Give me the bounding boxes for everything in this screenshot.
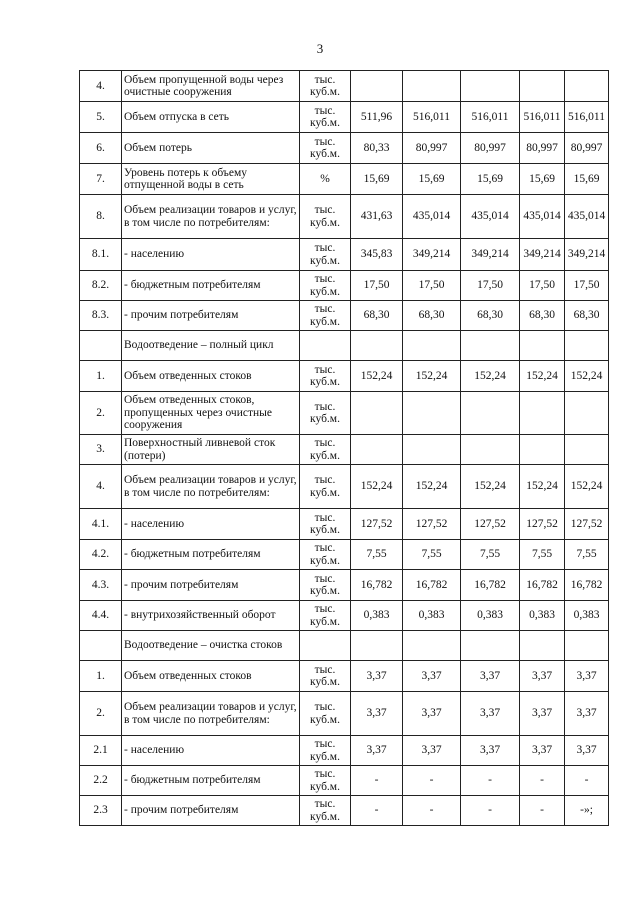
- value-cell: 3,37: [461, 736, 520, 766]
- row-unit: тыс. куб.м.: [300, 392, 351, 435]
- value-cell: 7,55: [351, 540, 403, 570]
- value-cell: [403, 392, 461, 435]
- row-name: - прочим потребителям: [122, 796, 300, 826]
- row-number: 8.3.: [80, 301, 122, 331]
- value-cell: [565, 435, 609, 465]
- value-cell: 349,214: [520, 239, 565, 271]
- row-name: - бюджетным потребителям: [122, 540, 300, 570]
- value-cell: 3,37: [351, 736, 403, 766]
- table-row: [80, 301, 609, 331]
- value-cell: 80,997: [565, 133, 609, 164]
- row-unit: [300, 331, 351, 361]
- row-unit: тыс. куб.м.: [300, 271, 351, 301]
- value-cell: -: [403, 796, 461, 826]
- value-cell: 0,383: [351, 601, 403, 631]
- row-unit: тыс. куб.м.: [300, 239, 351, 271]
- value-cell: [403, 435, 461, 465]
- row-number: 2.2: [80, 766, 122, 796]
- value-cell: 152,24: [520, 361, 565, 392]
- value-cell: 80,997: [461, 133, 520, 164]
- value-cell: 0,383: [403, 601, 461, 631]
- row-name: - бюджетным потребителям: [122, 766, 300, 796]
- table-row: [80, 133, 609, 164]
- value-cell: 152,24: [565, 361, 609, 392]
- value-cell: 0,383: [565, 601, 609, 631]
- value-cell: 3,37: [351, 661, 403, 692]
- value-cell: [403, 331, 461, 361]
- value-cell: 3,37: [520, 736, 565, 766]
- value-cell: 3,37: [520, 661, 565, 692]
- row-number: 4.: [80, 465, 122, 509]
- value-cell: 7,55: [461, 540, 520, 570]
- value-cell: [520, 392, 565, 435]
- row-unit: тыс. куб.м.: [300, 570, 351, 601]
- value-cell: 17,50: [461, 271, 520, 301]
- table-row: [80, 392, 609, 435]
- value-cell: 435,014: [520, 195, 565, 239]
- value-cell: 7,55: [565, 540, 609, 570]
- value-cell: 15,69: [461, 164, 520, 195]
- value-cell: -: [351, 796, 403, 826]
- value-cell: 152,24: [461, 465, 520, 509]
- row-name: Объем отведенных стоков: [122, 361, 300, 392]
- value-cell: 15,69: [565, 164, 609, 195]
- value-cell: 15,69: [403, 164, 461, 195]
- value-cell: 152,24: [520, 465, 565, 509]
- value-cell: 3,37: [520, 692, 565, 736]
- value-cell: [351, 631, 403, 661]
- row-unit: [300, 631, 351, 661]
- value-cell: 0,383: [461, 601, 520, 631]
- table-row: [80, 796, 609, 826]
- row-name: Уровень потерь к объему отпущенной воды в сеть: [122, 164, 300, 195]
- value-cell: 3,37: [403, 692, 461, 736]
- table-row: [80, 71, 609, 102]
- row-number: 2.: [80, 692, 122, 736]
- row-name: Объем пропущенной воды через очистные сооружения: [122, 71, 300, 102]
- row-unit: тыс. куб.м.: [300, 509, 351, 540]
- row-number: 3.: [80, 435, 122, 465]
- value-cell: 127,52: [520, 509, 565, 540]
- value-cell: 80,33: [351, 133, 403, 164]
- value-cell: 16,782: [403, 570, 461, 601]
- value-cell: 68,30: [565, 301, 609, 331]
- table-row: [80, 661, 609, 692]
- value-cell: 152,24: [351, 361, 403, 392]
- row-number: 2.1: [80, 736, 122, 766]
- value-cell: 15,69: [351, 164, 403, 195]
- row-number: 8.: [80, 195, 122, 239]
- value-cell: -: [351, 766, 403, 796]
- value-cell: 516,011: [520, 102, 565, 133]
- value-cell: 3,37: [565, 692, 609, 736]
- row-name: - внутрихозяйственный оборот: [122, 601, 300, 631]
- value-cell: [351, 392, 403, 435]
- value-cell: 435,014: [403, 195, 461, 239]
- value-cell: 17,50: [403, 271, 461, 301]
- value-cell: [520, 631, 565, 661]
- value-cell: [461, 331, 520, 361]
- value-cell: 3,37: [565, 736, 609, 766]
- row-unit: тыс. куб.м.: [300, 301, 351, 331]
- value-cell: 3,37: [565, 661, 609, 692]
- row-number: 4.2.: [80, 540, 122, 570]
- value-cell: 3,37: [403, 661, 461, 692]
- value-cell: [461, 631, 520, 661]
- row-name: Поверхностный ливневой сток (потери): [122, 435, 300, 465]
- value-cell: [403, 71, 461, 102]
- value-cell: [461, 435, 520, 465]
- value-cell: -: [565, 766, 609, 796]
- value-cell: 68,30: [520, 301, 565, 331]
- row-number: 8.1.: [80, 239, 122, 271]
- value-cell: -: [520, 796, 565, 826]
- row-number: 1.: [80, 661, 122, 692]
- row-unit: тыс. куб.м.: [300, 601, 351, 631]
- value-cell: 516,011: [461, 102, 520, 133]
- value-cell: 152,24: [403, 361, 461, 392]
- table-row: [80, 570, 609, 601]
- row-number: [80, 331, 122, 361]
- row-number: 2.3: [80, 796, 122, 826]
- value-cell: [565, 631, 609, 661]
- page-number: 3: [316, 41, 324, 56]
- value-cell: 80,997: [403, 133, 461, 164]
- row-name: Объем реализации товаров и услуг, в том числе по потребителям:: [122, 195, 300, 239]
- value-cell: [351, 435, 403, 465]
- value-cell: 152,24: [565, 465, 609, 509]
- row-name: Объем реализации товаров и услуг, в том числе по потребителям:: [122, 692, 300, 736]
- table-row: [80, 331, 609, 361]
- value-cell: [565, 331, 609, 361]
- value-cell: 17,50: [565, 271, 609, 301]
- value-cell: 127,52: [461, 509, 520, 540]
- value-cell: [351, 331, 403, 361]
- value-cell: 435,014: [461, 195, 520, 239]
- value-cell: [403, 631, 461, 661]
- table-row: [80, 509, 609, 540]
- row-number: 4.: [80, 71, 122, 102]
- value-cell: [520, 435, 565, 465]
- value-cell: 17,50: [520, 271, 565, 301]
- row-name: - населению: [122, 509, 300, 540]
- value-cell: -: [520, 766, 565, 796]
- data-table: [79, 70, 609, 826]
- value-cell: [520, 331, 565, 361]
- value-cell: 349,214: [461, 239, 520, 271]
- row-unit: тыс. куб.м.: [300, 71, 351, 102]
- value-cell: -»;: [565, 796, 609, 826]
- value-cell: 435,014: [565, 195, 609, 239]
- value-cell: [520, 71, 565, 102]
- value-cell: 516,011: [403, 102, 461, 133]
- value-cell: -: [461, 766, 520, 796]
- row-unit: тыс. куб.м.: [300, 102, 351, 133]
- value-cell: [461, 392, 520, 435]
- row-unit: тыс. куб.м.: [300, 465, 351, 509]
- value-cell: 16,782: [520, 570, 565, 601]
- value-cell: 7,55: [403, 540, 461, 570]
- value-cell: 511,96: [351, 102, 403, 133]
- value-cell: 0,383: [520, 601, 565, 631]
- value-cell: 68,30: [351, 301, 403, 331]
- value-cell: -: [403, 766, 461, 796]
- row-unit: %: [300, 164, 351, 195]
- table-row: [80, 102, 609, 133]
- value-cell: 152,24: [403, 465, 461, 509]
- value-cell: 349,214: [403, 239, 461, 271]
- row-unit: тыс. куб.м.: [300, 692, 351, 736]
- row-name: Объем отпуска в сеть: [122, 102, 300, 133]
- row-name: Объем реализации товаров и услуг, в том числе по потребителям:: [122, 465, 300, 509]
- table-row: [80, 766, 609, 796]
- table-row: [80, 601, 609, 631]
- row-number: 4.4.: [80, 601, 122, 631]
- row-unit: тыс. куб.м.: [300, 661, 351, 692]
- value-cell: [565, 71, 609, 102]
- value-cell: 16,782: [461, 570, 520, 601]
- value-cell: 3,37: [461, 692, 520, 736]
- value-cell: -: [461, 796, 520, 826]
- value-cell: 127,52: [403, 509, 461, 540]
- value-cell: 68,30: [403, 301, 461, 331]
- table-row: [80, 361, 609, 392]
- row-name: - прочим потребителям: [122, 570, 300, 601]
- row-name: Объем потерь: [122, 133, 300, 164]
- value-cell: 127,52: [565, 509, 609, 540]
- row-unit: тыс. куб.м.: [300, 133, 351, 164]
- value-cell: [461, 71, 520, 102]
- row-number: 6.: [80, 133, 122, 164]
- table-row: [80, 435, 609, 465]
- row-name: - населению: [122, 239, 300, 271]
- row-number: 2.: [80, 392, 122, 435]
- row-unit: тыс. куб.м.: [300, 766, 351, 796]
- row-name: Объем отведенных стоков: [122, 661, 300, 692]
- value-cell: 152,24: [461, 361, 520, 392]
- value-cell: 431,63: [351, 195, 403, 239]
- value-cell: 3,37: [461, 661, 520, 692]
- row-unit: тыс. куб.м.: [300, 736, 351, 766]
- row-name: Объем отведенных стоков, пропущенных через очистные сооружения: [122, 392, 300, 435]
- row-unit: тыс. куб.м.: [300, 195, 351, 239]
- table-row: [80, 631, 609, 661]
- value-cell: 152,24: [351, 465, 403, 509]
- value-cell: 3,37: [351, 692, 403, 736]
- table-row: [80, 271, 609, 301]
- row-unit: тыс. куб.м.: [300, 540, 351, 570]
- row-name: - прочим потребителям: [122, 301, 300, 331]
- table-row: [80, 692, 609, 736]
- value-cell: [351, 71, 403, 102]
- value-cell: 3,37: [403, 736, 461, 766]
- value-cell: [565, 392, 609, 435]
- value-cell: 80,997: [520, 133, 565, 164]
- row-unit: тыс. куб.м.: [300, 361, 351, 392]
- value-cell: 17,50: [351, 271, 403, 301]
- value-cell: 15,69: [520, 164, 565, 195]
- value-cell: 16,782: [351, 570, 403, 601]
- table-row: [80, 239, 609, 271]
- value-cell: 7,55: [520, 540, 565, 570]
- row-number: 8.2.: [80, 271, 122, 301]
- row-unit: тыс. куб.м.: [300, 435, 351, 465]
- table-row: [80, 736, 609, 766]
- row-name: Водоотведение – очистка стоков: [122, 631, 300, 661]
- table-row: [80, 164, 609, 195]
- row-number: 4.3.: [80, 570, 122, 601]
- row-number: 1.: [80, 361, 122, 392]
- table-row: [80, 465, 609, 509]
- value-cell: 345,83: [351, 239, 403, 271]
- row-number: 7.: [80, 164, 122, 195]
- table-row: [80, 540, 609, 570]
- value-cell: 127,52: [351, 509, 403, 540]
- value-cell: 16,782: [565, 570, 609, 601]
- row-number: 4.1.: [80, 509, 122, 540]
- value-cell: 68,30: [461, 301, 520, 331]
- table-row: [80, 195, 609, 239]
- row-number: 5.: [80, 102, 122, 133]
- row-name: - бюджетным потребителям: [122, 271, 300, 301]
- row-number: [80, 631, 122, 661]
- row-name: Водоотведение – полный цикл: [122, 331, 300, 361]
- value-cell: 516,011: [565, 102, 609, 133]
- row-unit: тыс. куб.м.: [300, 796, 351, 826]
- row-name: - населению: [122, 736, 300, 766]
- value-cell: 349,214: [565, 239, 609, 271]
